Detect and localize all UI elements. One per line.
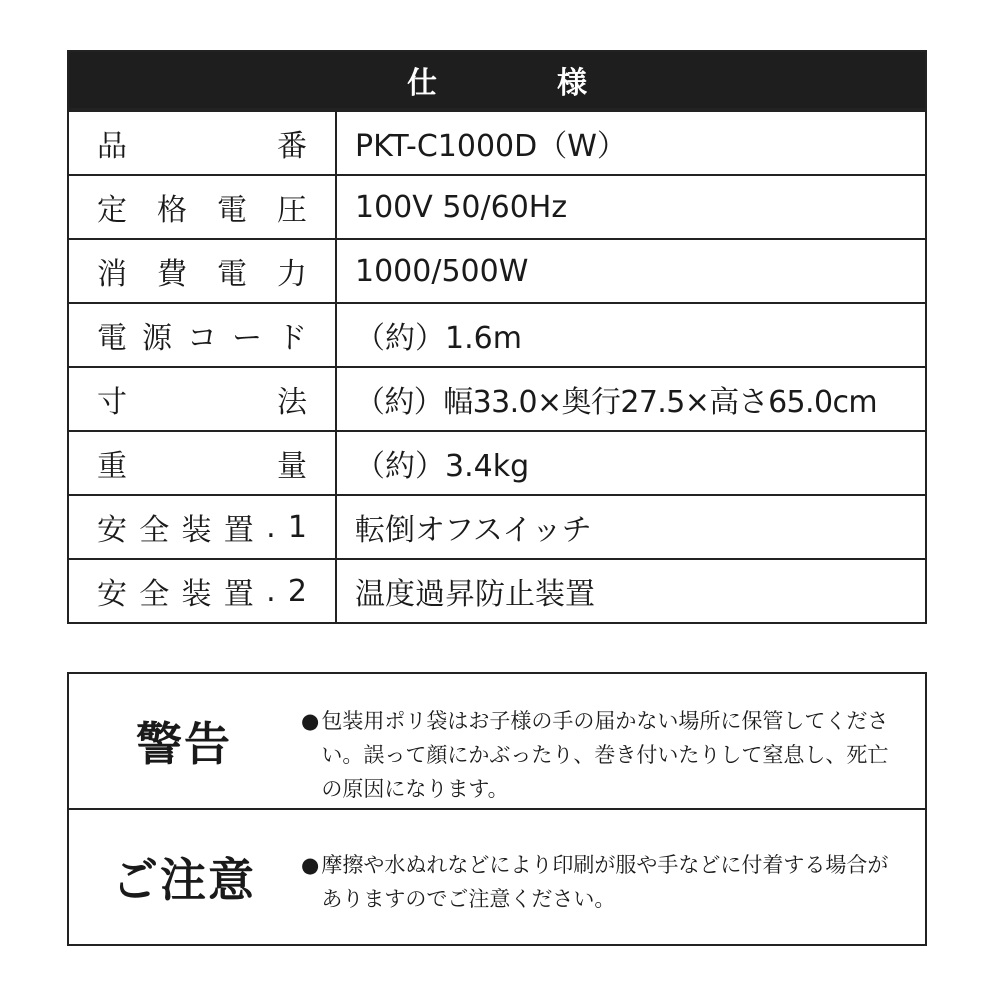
- spec-label-char: 法: [277, 385, 307, 420]
- spec-label: [69, 176, 337, 238]
- spec-label-char: 格: [157, 193, 187, 228]
- spec-label: [69, 240, 337, 302]
- spec-row-dimensions: [69, 366, 925, 430]
- spec-label-char: ド: [277, 321, 307, 356]
- spec-row-rated-voltage: [69, 174, 925, 238]
- spec-label-char: 寸: [97, 385, 127, 420]
- spec-label-char: 2: [287, 573, 307, 609]
- spec-label-char: 置: [223, 577, 254, 612]
- spec-label: [69, 496, 337, 558]
- spec-label-char: 品: [97, 129, 127, 164]
- spec-label-char: 重: [97, 449, 127, 484]
- spec-table-header: [69, 52, 925, 110]
- spec-label-char: 置: [223, 513, 254, 548]
- spec-label-char: 安: [97, 513, 127, 548]
- spec-row-safety-device-2: [69, 558, 925, 622]
- spec-row-weight: [69, 430, 925, 494]
- spec-label: [69, 304, 337, 366]
- caution-title: ご注意: [112, 853, 256, 907]
- spec-label-char: 安: [97, 577, 127, 612]
- caution-text: 摩擦や水ぬれなどにより印刷が服や手などに付着する場合がありますのでご注意ください。: [321, 853, 889, 911]
- spec-label-char: .: [266, 573, 276, 609]
- spec-label-char: 1: [287, 509, 307, 545]
- caution-notice: [69, 810, 925, 944]
- spec-label-char: ー: [232, 321, 262, 356]
- spec-label-char: 定: [97, 193, 127, 228]
- spec-label-char: 装: [181, 513, 212, 548]
- spec-table: [67, 50, 927, 624]
- warning-title: 警告: [136, 717, 232, 771]
- spec-label-char: 量: [277, 449, 307, 484]
- spec-row-model-number: [69, 110, 925, 174]
- spec-label: [69, 432, 337, 494]
- warning-text-block: [299, 674, 925, 808]
- warning-text: 包装用ポリ袋はお子様の手の届かない場所に保管してください。誤って顔にかぶったり、巻き付いたりして窒息し、死亡の原因になります。: [321, 709, 889, 801]
- spec-value: 100V 50/60Hz: [355, 189, 568, 225]
- spec-label-char: 圧: [277, 193, 307, 228]
- bullet-icon: ●: [301, 853, 320, 877]
- notice-box: [67, 672, 927, 946]
- spec-value: （約）幅33.0×奥行27.5×高さ65.0cm: [355, 385, 877, 420]
- spec-label-char: 装: [181, 577, 212, 612]
- spec-label-char: 電: [217, 193, 247, 228]
- spec-row-power-cord: [69, 302, 925, 366]
- spec-label-char: 全: [139, 513, 170, 548]
- spec-label-char: 電: [217, 257, 247, 292]
- spec-value: PKT-C1000D（W）: [355, 129, 627, 164]
- spec-header-char: 様: [557, 66, 587, 101]
- spec-label-char: 消: [97, 257, 127, 292]
- spec-label-char: コ: [187, 321, 217, 356]
- spec-label-char: .: [266, 509, 276, 545]
- spec-label-char: 源: [142, 321, 172, 356]
- spec-value: （約）1.6m: [355, 321, 522, 356]
- spec-header-char: 仕: [407, 66, 437, 101]
- spec-label-char: 費: [157, 257, 187, 292]
- spec-label: [69, 560, 337, 622]
- spec-label-char: 番: [277, 129, 307, 164]
- spec-label: [69, 112, 337, 174]
- spec-value: （約）3.4kg: [355, 449, 530, 484]
- spec-label-char: 電: [97, 321, 127, 356]
- spec-value: 1000/500W: [355, 253, 529, 289]
- spec-label-char: 力: [277, 257, 307, 292]
- warning-notice: [69, 674, 925, 810]
- spec-label: [69, 368, 337, 430]
- spec-value: 転倒オフスイッチ: [355, 513, 592, 548]
- spec-row-safety-device-1: [69, 494, 925, 558]
- bullet-icon: ●: [301, 709, 320, 733]
- spec-label-char: 全: [139, 577, 170, 612]
- caution-text-block: [299, 810, 925, 944]
- spec-row-power-consumption: [69, 238, 925, 302]
- spec-value: 温度過昇防止装置: [355, 577, 595, 612]
